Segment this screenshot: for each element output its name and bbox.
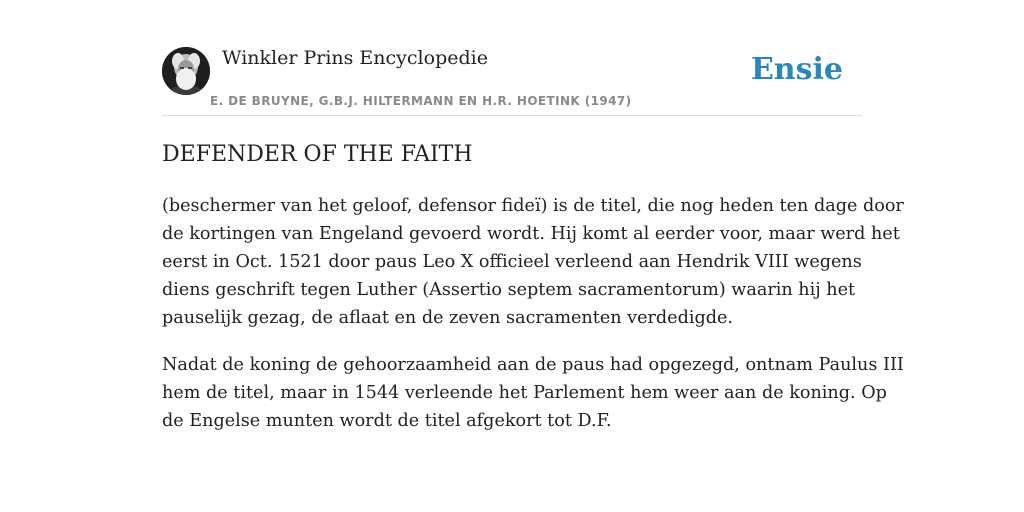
header (162, 0, 862, 116)
paragraph-line: (beschermer van het geloof, defensor fideï) is de titel, die nog heden ten dage door (162, 196, 904, 216)
authors-byline: E. DE BRUYNE, G.B.J. HILTERMANN EN H.R. HOETINK (1947) (210, 94, 632, 108)
paragraph-line: hem de titel, maar in 1544 verleende het Parlement hem weer aan de koning. Op (162, 383, 887, 403)
page (162, 0, 904, 431)
paragraph (162, 192, 904, 332)
paragraph-line: de kortingen van Engeland gevoerd wordt. Hij komt al eerder voor, maar werd het (162, 224, 900, 244)
paragraph-line: eerst in Oct. 1521 door paus Leo X officieel verleend aan Hendrik VIII wegens (162, 252, 862, 272)
author-portrait-image (162, 47, 210, 95)
paragraph-line: pauselijk gezag, de aflaat en de zeven sacramenten verdedigde. (162, 308, 734, 328)
paragraph-line: de Engelse munten wordt de titel afgekort tot D.F. (162, 411, 612, 431)
author-avatar (162, 47, 210, 95)
paragraph-line: Nadat de koning de gehoorzaamheid aan de paus had opgezegd, ontnam Paulus III (162, 355, 904, 375)
paragraph-line: diens geschrift tegen Luther (Assertio septem sacramentorum) waarin hij het (162, 280, 856, 300)
brand-logo[interactable]: Ensie (750, 52, 843, 87)
entry-title: DEFENDER OF THE FAITH (162, 142, 473, 167)
paragraph (162, 351, 904, 435)
site-title[interactable]: Winkler Prins Encyclopedie (222, 47, 488, 69)
article-body (162, 192, 904, 454)
